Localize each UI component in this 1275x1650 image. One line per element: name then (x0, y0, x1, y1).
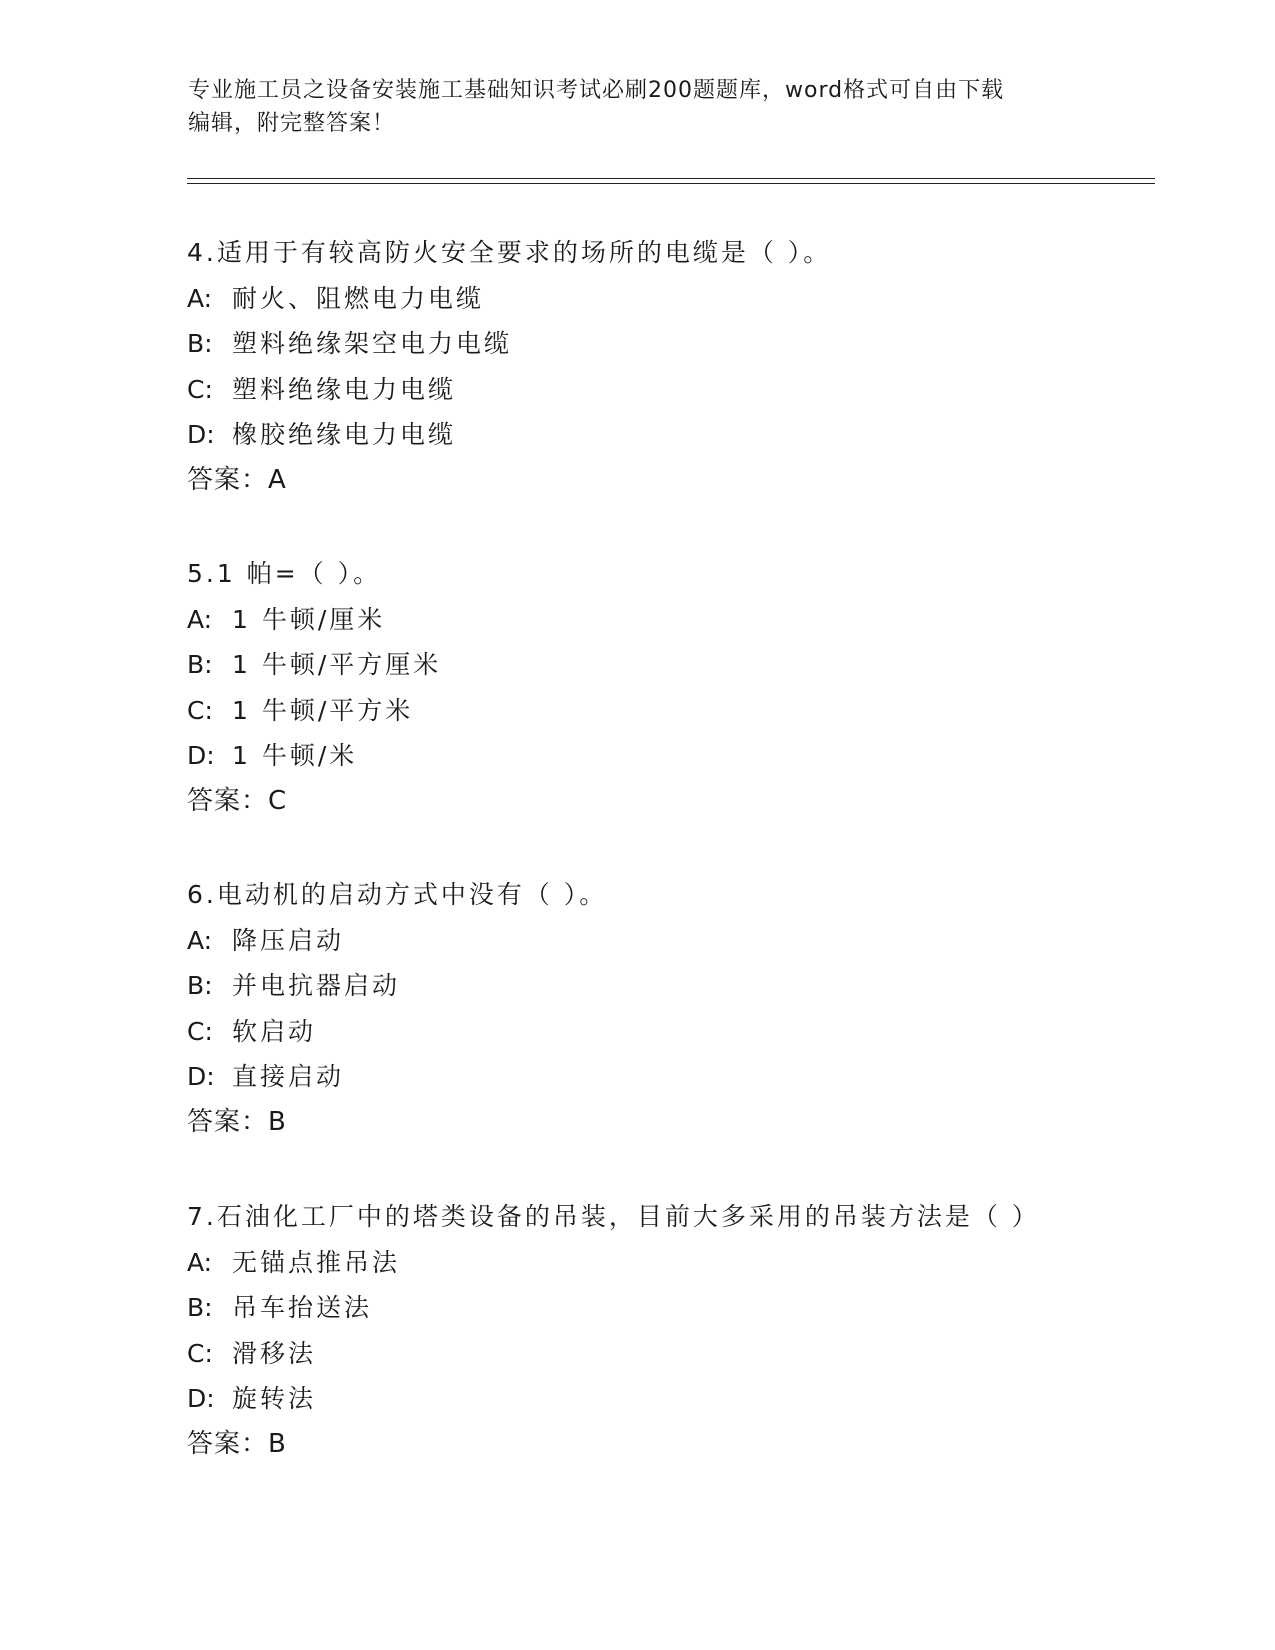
option-c (187, 367, 1167, 413)
header-line-2: 编辑，附完整答案！ (188, 111, 396, 136)
option-text: 旋转法 (232, 1384, 317, 1413)
option-text: 橡胶绝缘电力电缆 (232, 420, 457, 449)
option-text: 1 牛顿/平方厘米 (232, 650, 442, 679)
option-a (187, 597, 1167, 643)
option-b (187, 642, 1167, 688)
answer-line: 答案：B (187, 1428, 287, 1459)
option-label: A: (187, 925, 213, 955)
option-b (187, 1285, 1167, 1331)
option-label: A: (187, 1247, 213, 1277)
option-text: 无锚点推吊法 (232, 1247, 401, 1277)
option-text: 直接启动 (232, 1062, 345, 1091)
answer-line: 答案：A (187, 464, 287, 495)
option-label: B: (187, 650, 213, 679)
option-text: 1 牛顿/平方米 (232, 695, 414, 725)
question-block (187, 551, 1167, 824)
question-block (187, 872, 1167, 1145)
question-block (187, 230, 1167, 503)
option-b (187, 321, 1167, 367)
option-a (187, 918, 1167, 964)
option-label: C: (187, 695, 213, 725)
option-a (187, 276, 1167, 322)
header-rule-top (187, 178, 1155, 179)
option-label: C: (187, 1016, 213, 1046)
option-text: 吊车抬送法 (232, 1293, 373, 1322)
question-stem: 4.适用于有较高防火安全要求的场所的电缆是（ ）。 (187, 238, 832, 267)
option-text: 塑料绝缘架空电力电缆 (232, 329, 513, 358)
option-text: 塑料绝缘电力电缆 (232, 374, 457, 404)
option-d (187, 412, 1167, 458)
option-label: C: (187, 374, 213, 404)
option-text: 并电抗器启动 (232, 971, 401, 1000)
answer-line: 答案：C (187, 785, 288, 816)
header-rule-bottom (187, 183, 1155, 184)
option-text: 1 牛顿/厘米 (232, 604, 386, 634)
option-label: D: (187, 741, 215, 770)
option-label: B: (187, 1293, 213, 1322)
option-b (187, 963, 1167, 1009)
option-d (187, 733, 1167, 779)
option-text: 1 牛顿/米 (232, 741, 358, 770)
option-c (187, 1331, 1167, 1377)
answer-line: 答案：B (187, 1106, 287, 1137)
option-a (187, 1240, 1167, 1286)
question-block (187, 1194, 1167, 1467)
option-label: D: (187, 1384, 215, 1413)
option-d (187, 1054, 1167, 1100)
option-label: D: (187, 420, 215, 449)
question-stem: 5.1 帕=（ ）。 (187, 559, 382, 588)
option-d (187, 1376, 1167, 1422)
option-label: D: (187, 1062, 215, 1091)
option-text: 耐火、阻燃电力电缆 (232, 283, 485, 313)
question-stem: 6.电动机的启动方式中没有（ ）。 (187, 880, 608, 909)
option-label: B: (187, 971, 213, 1000)
option-text: 软启动 (232, 1016, 317, 1046)
option-label: B: (187, 329, 213, 358)
option-label: A: (187, 283, 213, 313)
option-text: 降压启动 (232, 925, 345, 955)
option-c (187, 1009, 1167, 1055)
option-c (187, 688, 1167, 734)
option-text: 滑移法 (232, 1338, 317, 1368)
question-stem: 7.石油化工厂中的塔类设备的吊装，目前大多采用的吊装方法是（ ） (187, 1202, 1040, 1231)
option-label: A: (187, 604, 213, 634)
document-header (188, 74, 1088, 140)
header-line-1: 专业施工员之设备安装施工基础知识考试必刷200题题库，word格式可自由下载 (188, 78, 1005, 103)
option-label: C: (187, 1338, 213, 1368)
